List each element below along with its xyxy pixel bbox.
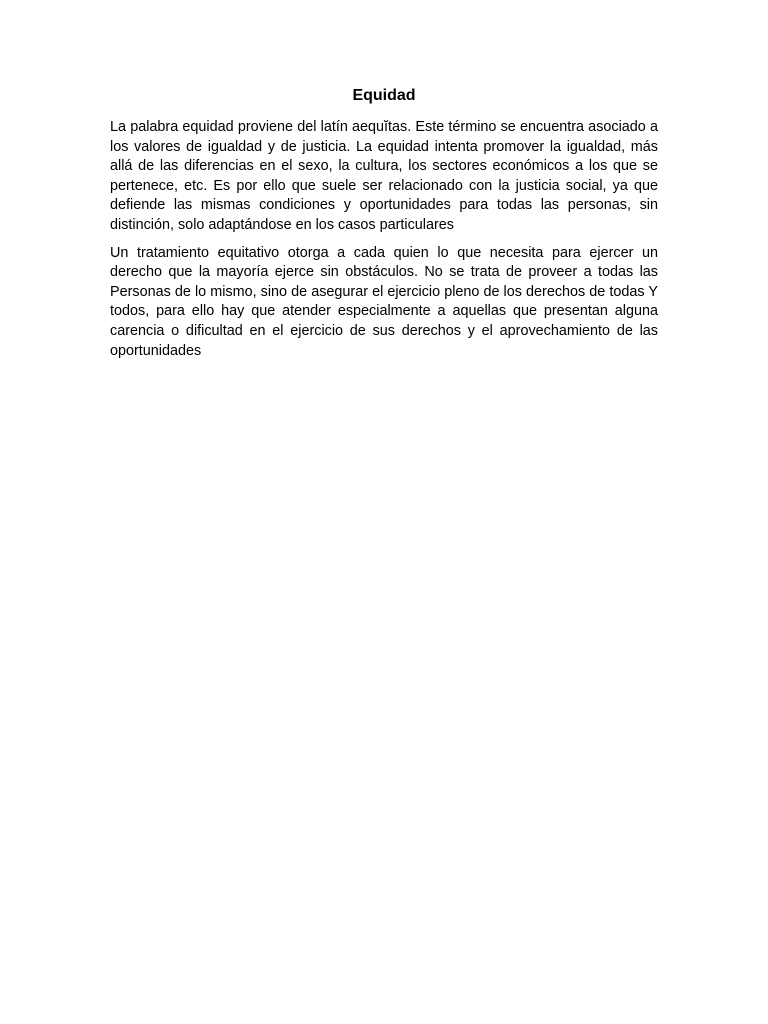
paragraph-1: La palabra equidad proviene del latín aequĭtas. Este término se encuentra asociado a los valores de igualdad y de justicia. La equidad intenta promover la igualdad, más allá de las diferencias en el sexo, la cultura, los sectores económicos a los que se pertenece, etc. Es por ello que suele ser relacionado con la justicia social, ya que defiende las mismas condiciones y oportunidades para todas las personas, sin distinción, solo adaptándose en los casos particulares [110, 119, 658, 233]
paragraph-2: Un tratamiento equitativo otorga a cada quien lo que necesita para ejercer un derecho que la mayoría ejerce sin obstáculos. No se trata de proveer a todas las Personas de lo mismo, sino de asegurar el ejercicio pleno de los derechos de todas Y todos, para ello hay que atender especialmente a aquellas que presentan alguna carencia o dificultad en el ejercicio de sus derechos y el aprovechamiento de las oportunidades [110, 244, 658, 359]
document-title: Equidad [352, 87, 416, 104]
document-body [110, 118, 658, 369]
